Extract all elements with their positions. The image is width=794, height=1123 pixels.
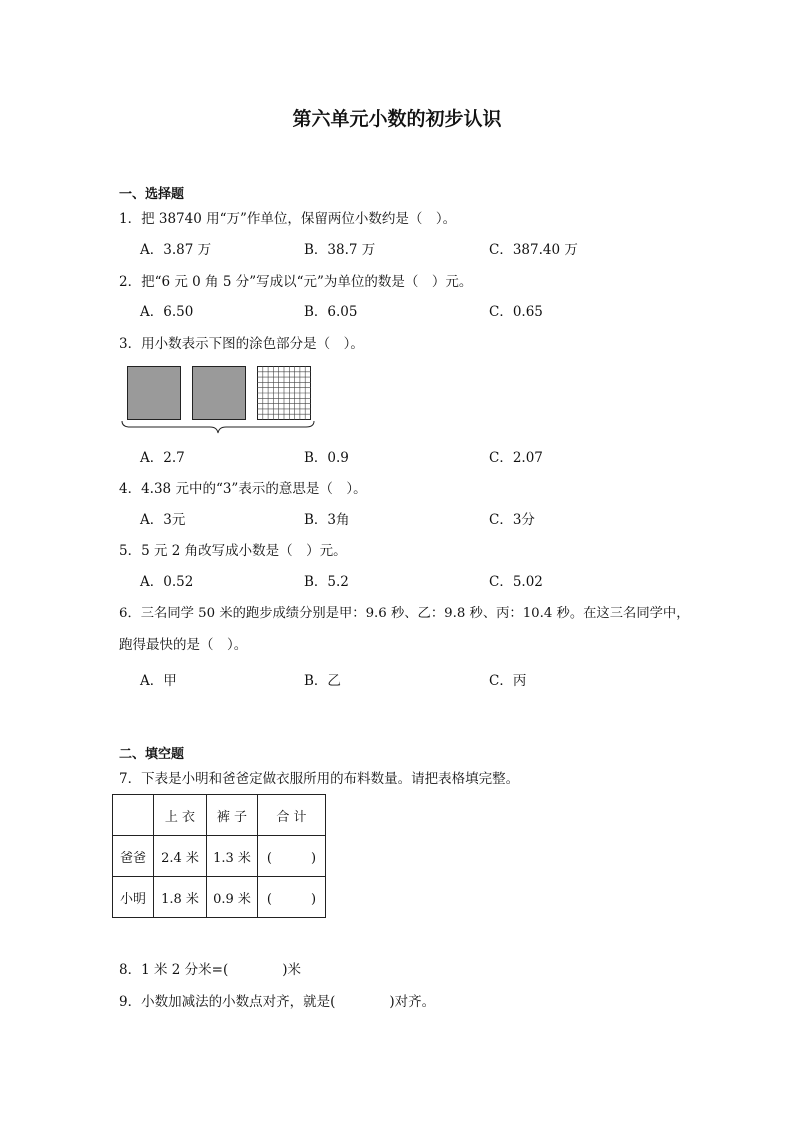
q6-option-b: B．乙 [304,673,341,689]
question-8: 8．1 米 2 分米=( )米 [119,962,301,978]
q3-option-a: A．2.7 [140,450,185,466]
fabric-table [112,794,326,918]
shaded-square-1 [127,366,181,420]
brace [120,419,316,435]
table-blank-cell[interactable]: ( ) [258,836,326,877]
section-heading-choice: 一、选择题 [119,187,185,202]
question-3: 3．用小数表示下图的涂色部分是（ ）。 [119,336,364,352]
question-7: 7．下表是小明和爸爸定做衣服所用的布料数量。请把表格填完整。 [119,771,520,787]
question-6-line-1: 6．三名同学 50 米的跑步成绩分别是甲：9.6 秒、乙：9.8 秒、丙：10.4 秒。在这三名同学中， [119,606,690,621]
table-header-cell: 合 计 [258,795,326,836]
table-row [113,836,326,877]
q2-option-b: B．6.05 [304,304,358,320]
q4-option-a: A．3元 [140,512,186,528]
shaded-square-2 [192,366,246,420]
question-5: 5．5 元 2 角改写成小数是（ ）元。 [119,543,347,559]
table-cell: 1.3 米 [207,836,258,877]
table-cell: 1.8 米 [154,877,207,918]
question-2: 2．把“6 元 0 角 5 分”写成以“元”为单位的数是（ ）元。 [119,274,473,290]
table-header-cell: 裤 子 [207,795,258,836]
q1-option-b: B．38.7 万 [304,242,376,258]
question-6-line-2: 跑得最快的是（ ）。 [119,637,248,653]
q5-option-a: A．0.52 [140,574,194,590]
q2-option-a: A．6.50 [140,304,194,320]
question-1: 1．把 38740 用“万”作单位，保留两位小数约是（ ）。 [119,211,457,227]
table-blank-cell[interactable]: ( ) [258,877,326,918]
table-cell: 小明 [113,877,154,918]
table-cell: 爸爸 [113,836,154,877]
question-9: 9．小数加减法的小数点对齐，就是( )对齐。 [119,994,436,1010]
grid-square [257,366,312,420]
question-4: 4．4.38 元中的“3”表示的意思是（ ）。 [119,481,367,497]
q6-option-c: C．丙 [489,673,527,689]
q3-option-c: C．2.07 [489,450,543,466]
q5-option-c: C．5.02 [489,574,543,590]
q3-option-b: B．0.9 [304,450,349,466]
q2-option-c: C．0.65 [489,304,543,320]
table-header-row [113,795,326,836]
table-cell: 2.4 米 [154,836,207,877]
q4-option-c: C．3分 [489,512,535,528]
table-cell: 0.9 米 [207,877,258,918]
table-header-cell [113,795,154,836]
q1-option-a: A．3.87 万 [140,242,212,258]
q4-option-b: B．3角 [304,512,350,528]
q1-option-c: C．387.40 万 [489,242,578,258]
q5-option-b: B．5.2 [304,574,349,590]
section-heading-fill: 二、填空题 [119,747,185,762]
table-row [113,877,326,918]
table-header-cell: 上 衣 [154,795,207,836]
page-title: 第六单元小数的初步认识 [292,108,502,130]
q6-option-a: A．甲 [140,673,177,689]
